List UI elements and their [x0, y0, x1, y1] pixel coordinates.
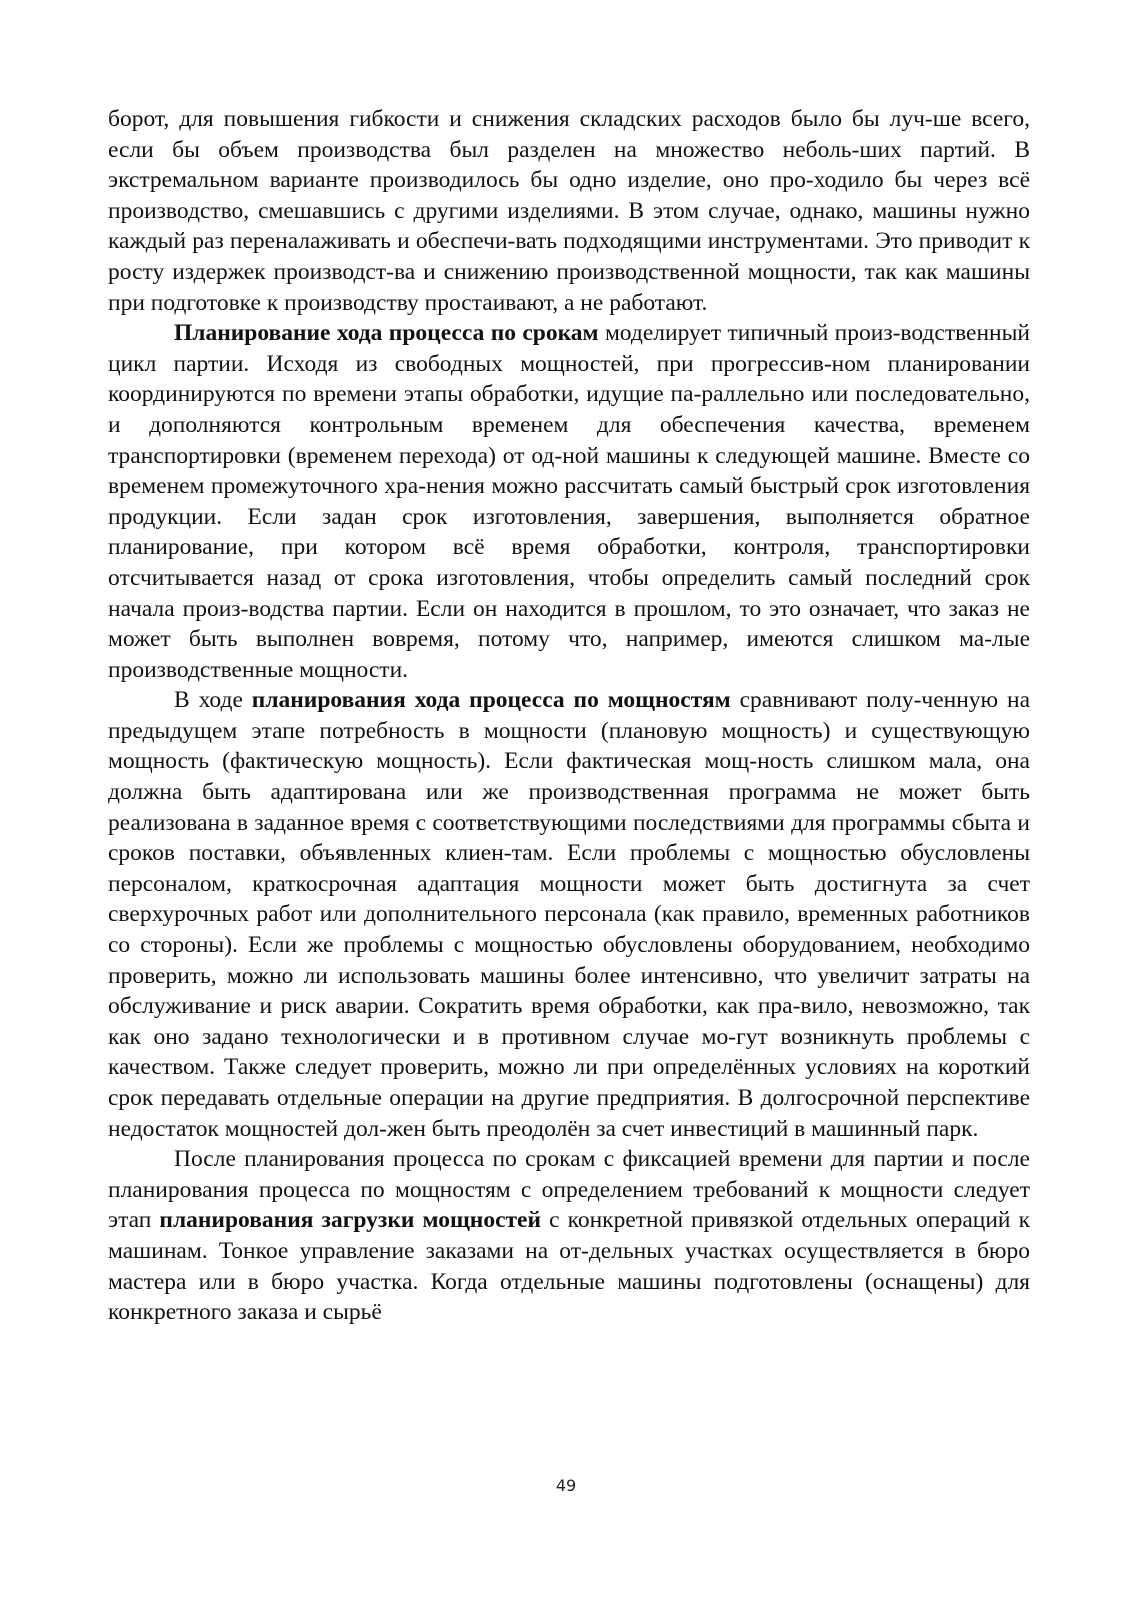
term-capacity-load-planning: планирования загрузки мощностей — [159, 1207, 542, 1234]
paragraph-4-lead: После планирования процесса по срокам с фиксацией времени для партии и после планирования процесса по мощностям с определением требований к мощности следует этап — [108, 1146, 1030, 1234]
paragraph-3 — [108, 685, 1030, 1144]
term-scheduling-by-dates: Планирование хода процесса по срокам — [174, 320, 599, 347]
term-scheduling-by-capacity: планирования хода процесса по мощностям — [251, 687, 731, 714]
paragraph-4-text: с конкретной привязкой отдельных операций к машинам. Тонкое управление заказами на от-дельных участках осуществляется в бюро мастера или в бюро участка. Когда отдельные машины подготовлены (оснащены) для конкретного заказа и сырьё — [108, 1207, 1030, 1326]
paragraph-2-text: моделирует типичный произ-водственный цикл партии. Исходя из свободных мощностей, при прогрессив-ном планировании координируются по времени этапы обработки, идущие па-раллельно или последовательно, и дополняются контрольным временем для обеспечения качества, временем транспортировки (временем перехода) от од-ной машины к следующей машине. Вместе со временем промежуточного хра-нения можно рассчитать самый быстрый срок изготовления продукции. Если задан срок изготовления, завершения, выполняется обратное планирование, при котором всё время обработки, контроля, транспортировки отсчитывается назад от срока изготовления, чтобы определить самый последний срок начала произ-водства партии. Если он находится в прошлом, то это означает, что заказ не может быть выполнен вовремя, потому что, например, имеются слишком ма-лые производственные мощности. — [108, 320, 1030, 683]
paragraph-3-lead: В ходе — [174, 687, 252, 714]
paragraph-2 — [108, 318, 1030, 685]
document-body — [108, 104, 1030, 1328]
page-number: 49 — [555, 1476, 577, 1495]
paragraph-1 — [108, 104, 1030, 318]
paragraph-3-text: сравнивают полу-ченную на предыдущем этапе потребность в мощности (плановую мощность) и существующую мощность (фактическую мощность). Если фактическая мощ-ность слишком мала, она должна быть адаптирована или же производственная программа не может быть реализована в заданное время с соответствующими последствиями для программы сбыта и сроков поставки, объявленных клиен-там. Если проблемы с мощностью обусловлены персоналом, краткосрочная адаптация мощности может быть достигнута за счет сверхурочных работ или дополнительного персонала (как правило, временных работников со стороны). Если же проблемы с мощностью обусловлены оборудованием, необходимо проверить, можно ли использовать машины более интенсивно, что увеличит затраты на обслуживание и риск аварии. Сократить время обработки, как пра-вило, невозможно, так как оно задано технологически и в противном случае мо-гут возникнуть проблемы с качеством. Также следует проверить, можно ли при определённых условиях на короткий срок передавать отдельные операции на другие предприятия. В долгосрочной перспективе недостаток мощностей дол-жен быть преодолён за счет инвестиций в машинный парк. — [108, 687, 1030, 1142]
paragraph-4 — [108, 1144, 1030, 1328]
paragraph-1-text: борот, для повышения гибкости и снижения складских расходов было бы луч-ше всего, если бы объем производства был разделен на множество неболь-ших партий. В экстремальном варианте производилось бы одно изделие, оно про-ходило бы через всё производство, смешавшись с другими изделиями. В этом случае, однако, машины нужно каждый раз переналаживать и обеспечи-вать подходящими инструментами. Это приводит к росту издержек производст-ва и снижению производственной мощности, так как машины при подготовке к производству простаивают, а не работают. — [108, 106, 1030, 316]
